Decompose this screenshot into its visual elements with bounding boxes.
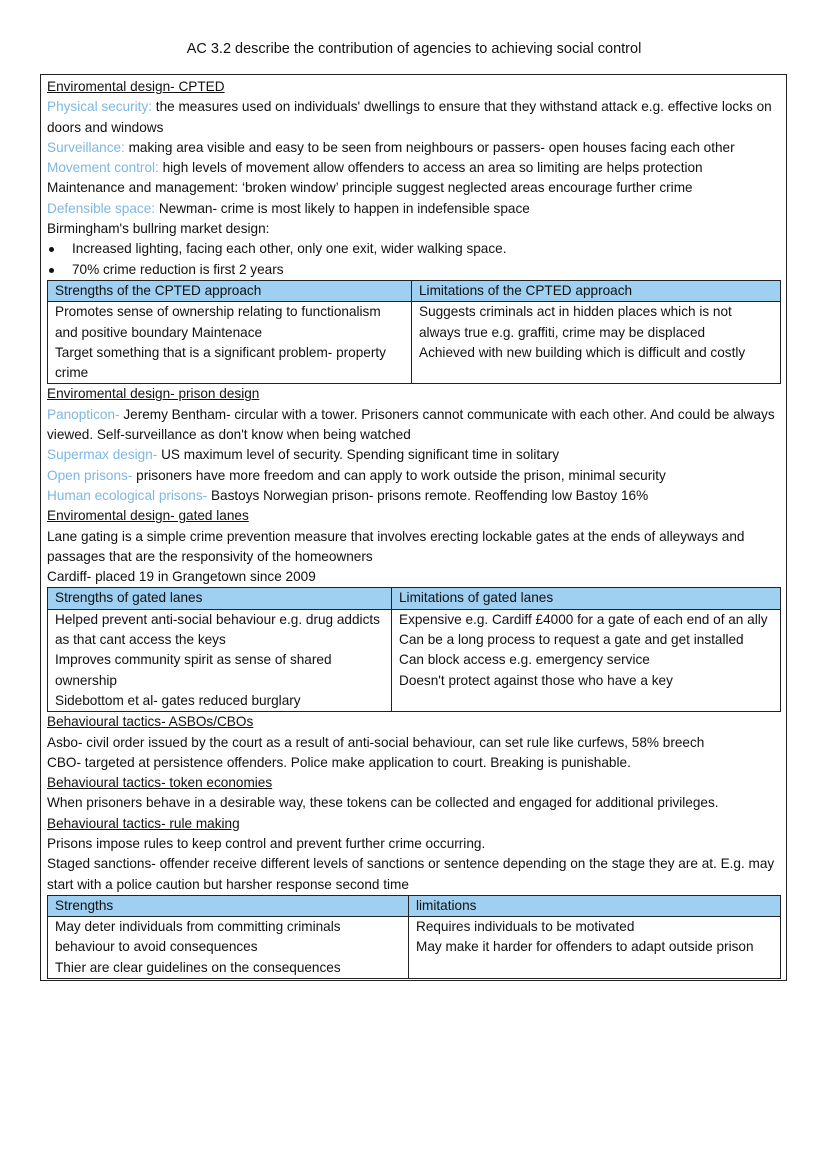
- bullring-bullet-list: [41, 239, 786, 280]
- paragraph-supermax: [47, 445, 783, 465]
- paragraph-maintenance: Maintenance and management: ‘broken window’ principle suggest neglected areas encourage further crime: [47, 180, 693, 196]
- term-supermax: Supermax design-: [47, 447, 158, 463]
- paragraph-prison-rules: Prisons impose rules to keep control and prevent further crime occurring.: [47, 835, 486, 851]
- cpted-table: [47, 280, 781, 384]
- paragraph-physical-security: [47, 97, 783, 138]
- table-cell-line: Thier are clear guidelines on the consequences: [55, 959, 341, 975]
- table-cell-line: Sidebottom et al- gates reduced burglary: [55, 692, 301, 708]
- definition-panopticon: Jeremy Bentham- circular with a tower. Prisoners cannot communicate with each other. And could be always viewed. Self-surveillance as don't know when being watched: [47, 406, 775, 443]
- gated-lanes-table: [47, 587, 781, 712]
- page-title: AC 3.2 describe the contribution of agencies to achieving social control: [186, 41, 642, 57]
- table-cell-line: Target something that is a significant problem- property crime: [55, 344, 386, 381]
- cpted-strengths-cell: [48, 302, 412, 384]
- gated-strengths-cell: [48, 609, 392, 711]
- term-movement-control: Movement control:: [47, 160, 159, 176]
- section-heading-token-economies: Behavioural tactics- token economies: [47, 775, 273, 791]
- definition-physical-security: the measures used on individuals' dwellings to ensure that they withstand attack e.g. effective locks on doors and windows: [47, 99, 772, 135]
- table-cell-line: May deter individuals from committing criminals behaviour to avoid consequences: [55, 919, 341, 955]
- term-defensible-space: Defensible space:: [47, 200, 156, 216]
- cpted-limitations-cell: [412, 302, 781, 384]
- rule-making-table: [47, 895, 781, 979]
- paragraph-lane-gating: Lane gating is a simple crime prevention measure that involves erecting lockable gates at the ends of alleyways and passages that are the responsivity of the homeowners: [47, 528, 745, 564]
- table-cell-line: Improves community spirit as sense of shared ownership: [55, 652, 332, 688]
- paragraph-surveillance: [47, 138, 783, 158]
- section-heading-gated-lanes: Enviromental design- gated lanes: [47, 508, 249, 524]
- section-heading-cpted: Enviromental design- CPTED: [47, 79, 225, 94]
- cpted-strengths-header: Strengths of the CPTED approach: [48, 280, 412, 301]
- term-surveillance: Surveillance:: [47, 139, 125, 155]
- gated-limitations-cell: [392, 609, 781, 711]
- term-physical-security: Physical security:: [47, 99, 153, 115]
- paragraph-defensible-space: [47, 199, 783, 219]
- definition-defensible-space: Newman- crime is most likely to happen in indefensible space: [155, 200, 530, 216]
- paragraph-asbo: Asbo- civil order issued by the court as a result of anti-social behaviour, can set rule like curfews, 58% breech: [47, 734, 705, 750]
- rules-strengths-cell: [48, 917, 409, 979]
- cpted-limitations-header: Limitations of the CPTED approach: [412, 280, 781, 301]
- paragraph-cbo: CBO- targeted at persistence offenders. Police make application to court. Breaking is punishable.: [47, 754, 631, 770]
- section-heading-rule-making: Behavioural tactics- rule making: [47, 815, 240, 831]
- content-frame: [40, 74, 787, 981]
- definition-movement-control: high levels of movement allow offenders to access an area so limiting are helps protection: [158, 160, 703, 176]
- table-cell-line: Suggests criminals act in hidden places which is not always true e.g. graffiti, crime may be displaced: [419, 304, 732, 340]
- term-panopticon: Panopticon-: [47, 406, 120, 422]
- rules-limitations-header: limitations: [409, 895, 781, 916]
- table-cell-line: Expensive e.g. Cardiff £4000 for a gate of each end of an ally: [399, 611, 768, 627]
- table-cell-line: Achieved with new building which is difficult and costly: [419, 344, 746, 360]
- paragraph-panopticon: [47, 405, 783, 446]
- gated-strengths-header: Strengths of gated lanes: [48, 588, 392, 609]
- paragraph-staged-sanctions: Staged sanctions- offender receive different levels of sanctions or sentence depending on the stage they are at. E.g. may start with a police caution but harsher response second time: [47, 856, 775, 892]
- definition-human-ecological: Bastoys Norwegian prison- prisons remote. Reoffending low Bastoy 16%: [207, 487, 649, 503]
- rules-limitations-cell: [409, 917, 781, 979]
- rules-strengths-header: Strengths: [48, 895, 409, 916]
- bullet-item: 70% crime reduction is first 2 years: [47, 260, 786, 280]
- definition-surveillance: making area visible and easy to be seen from neighbours or passers- open houses facing each other: [124, 139, 735, 155]
- term-open-prisons: Open prisons-: [47, 467, 133, 483]
- bullet-item: Increased lighting, facing each other, only one exit, wider walking space.: [47, 239, 786, 259]
- table-cell-line: Can block access e.g. emergency service: [399, 652, 650, 668]
- paragraph-open-prisons: [47, 466, 783, 486]
- definition-supermax: US maximum level of security. Spending significant time in solitary: [157, 447, 560, 463]
- term-human-ecological: Human ecological prisons-: [47, 487, 208, 503]
- paragraph-bullring: Birmingham's bullring market design:: [47, 221, 270, 237]
- table-cell-line: Requires individuals to be motivated: [416, 919, 635, 935]
- section-heading-prison-design: Enviromental design- prison design: [47, 386, 260, 402]
- paragraph-cardiff: Cardiff- placed 19 in Grangetown since 2009: [47, 569, 316, 585]
- definition-open-prisons: prisoners have more freedom and can apply to work outside the prison, minimal security: [132, 467, 666, 483]
- section-heading-asbos: Behavioural tactics- ASBOs/CBOs: [47, 714, 254, 730]
- table-cell-line: May make it harder for offenders to adapt outside prison: [416, 939, 754, 955]
- table-cell-line: Doesn't protect against those who have a key: [399, 672, 673, 688]
- table-cell-line: Promotes sense of ownership relating to functionalism and positive boundary Maintenace: [55, 304, 381, 340]
- paragraph-human-ecological: [47, 486, 783, 506]
- table-cell-line: Can be a long process to request a gate and get installed: [399, 632, 744, 648]
- table-cell-line: Helped prevent anti-social behaviour e.g. drug addicts as that cant access the keys: [55, 611, 380, 648]
- paragraph-token-economies: When prisoners behave in a desirable way, these tokens can be collected and engaged for additional privileges.: [47, 795, 719, 811]
- paragraph-movement-control: [47, 158, 783, 178]
- gated-limitations-header: Limitations of gated lanes: [392, 588, 781, 609]
